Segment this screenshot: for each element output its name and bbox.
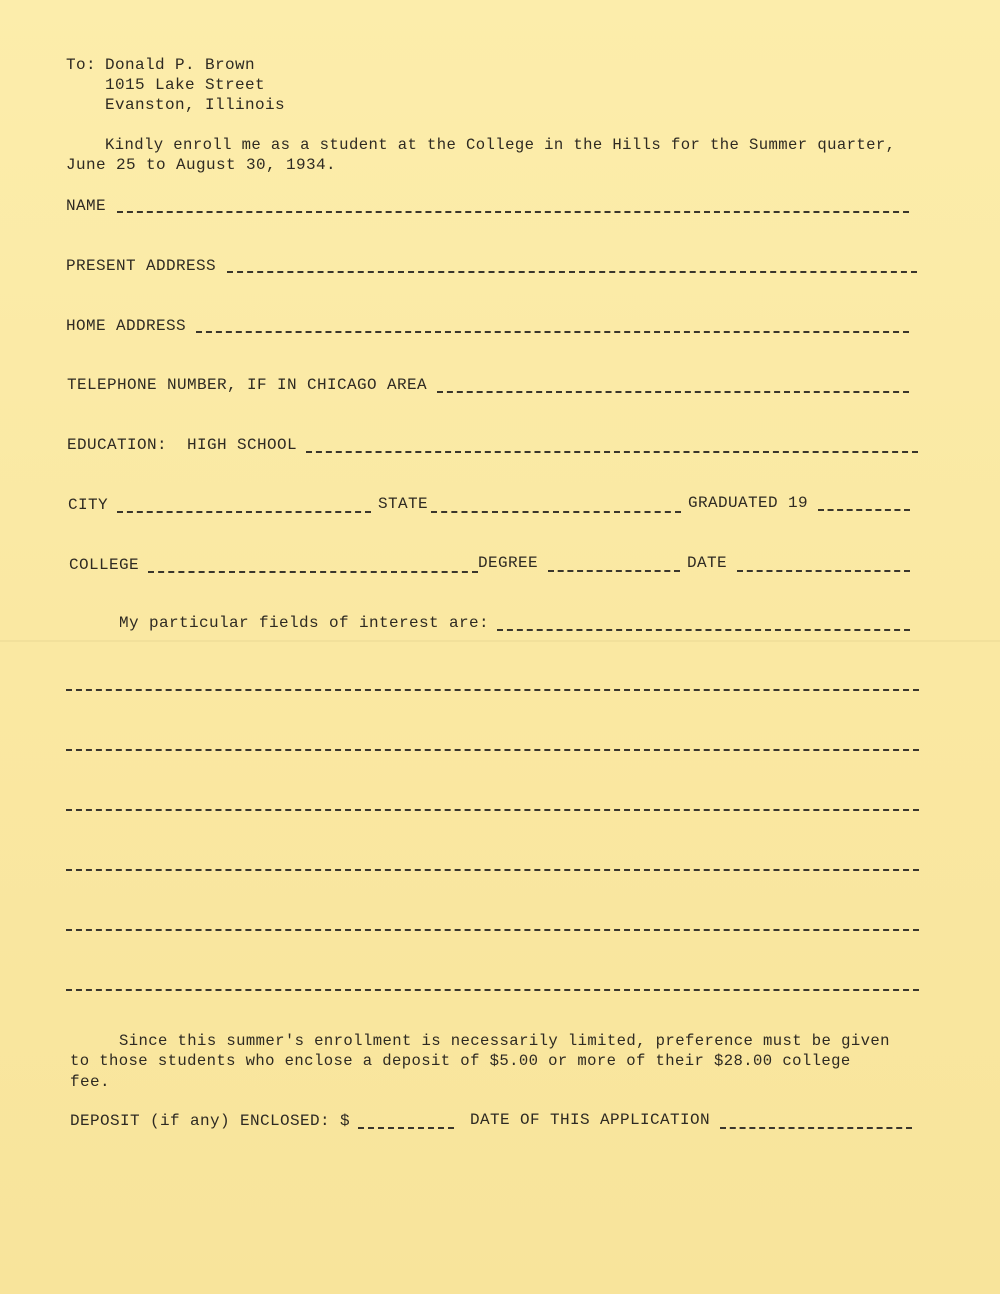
city-blank-line[interactable]: [117, 511, 371, 513]
intro-line-1: Kindly enroll me as a student at the College in the Hills for the Summer quarter,: [105, 136, 896, 154]
to-label: To:: [66, 56, 97, 74]
state-blank-line[interactable]: [431, 511, 681, 513]
interests-blank-line-2[interactable]: [66, 749, 919, 751]
application-date-blank-line[interactable]: [720, 1127, 912, 1129]
notice-line-3: fee.: [70, 1073, 111, 1091]
interests-blank-line-1[interactable]: [66, 689, 919, 691]
addressee-name: Donald P. Brown: [105, 56, 256, 74]
notice-line-2: to those students who enclose a deposit of $5.00 or more of their $28.00 college: [70, 1052, 851, 1070]
high-school-label: HIGH SCHOOL: [187, 436, 298, 454]
name-label: NAME: [66, 197, 107, 215]
interests-blank-line-6[interactable]: [66, 989, 919, 991]
high-school-blank-line[interactable]: [306, 451, 918, 453]
college-label: COLLEGE: [69, 556, 140, 574]
present-address-blank-line[interactable]: [227, 271, 917, 273]
interests-label: My particular fields of interest are:: [119, 614, 490, 632]
degree-blank-line[interactable]: [548, 570, 680, 572]
addressee-street: 1015 Lake Street: [105, 76, 266, 94]
addressee-city: Evanston, Illinois: [105, 96, 286, 114]
application-date-label: DATE OF THIS APPLICATION: [470, 1111, 711, 1129]
education-label: EDUCATION:: [67, 436, 168, 454]
present-address-label: PRESENT ADDRESS: [66, 257, 217, 275]
home-address-label: HOME ADDRESS: [66, 317, 187, 335]
paper-fold: [0, 640, 1000, 642]
interests-blank-line-3[interactable]: [66, 809, 919, 811]
city-label: CITY: [68, 496, 109, 514]
interests-blank-line-4[interactable]: [66, 869, 919, 871]
date-blank-line[interactable]: [737, 570, 910, 572]
degree-label: DEGREE: [478, 554, 539, 572]
deposit-blank-line[interactable]: [358, 1127, 454, 1129]
deposit-label: DEPOSIT (if any) ENCLOSED: $: [70, 1112, 351, 1130]
notice-line-1: Since this summer's enrollment is necessarily limited, preference must be given: [119, 1032, 890, 1050]
graduated-label: GRADUATED 19: [688, 494, 809, 512]
telephone-label: TELEPHONE NUMBER, IF IN CHICAGO AREA: [67, 376, 428, 394]
intro-line-2: June 25 to August 30, 1934.: [66, 156, 337, 174]
state-label: STATE: [378, 495, 429, 513]
name-blank-line[interactable]: [117, 211, 909, 213]
date-label: DATE: [687, 554, 728, 572]
interests-blank-line-0[interactable]: [497, 629, 910, 631]
home-address-blank-line[interactable]: [196, 331, 909, 333]
telephone-blank-line[interactable]: [437, 391, 909, 393]
interests-blank-line-5[interactable]: [66, 929, 919, 931]
graduated-blank-line[interactable]: [818, 509, 910, 511]
college-blank-line[interactable]: [148, 571, 478, 573]
